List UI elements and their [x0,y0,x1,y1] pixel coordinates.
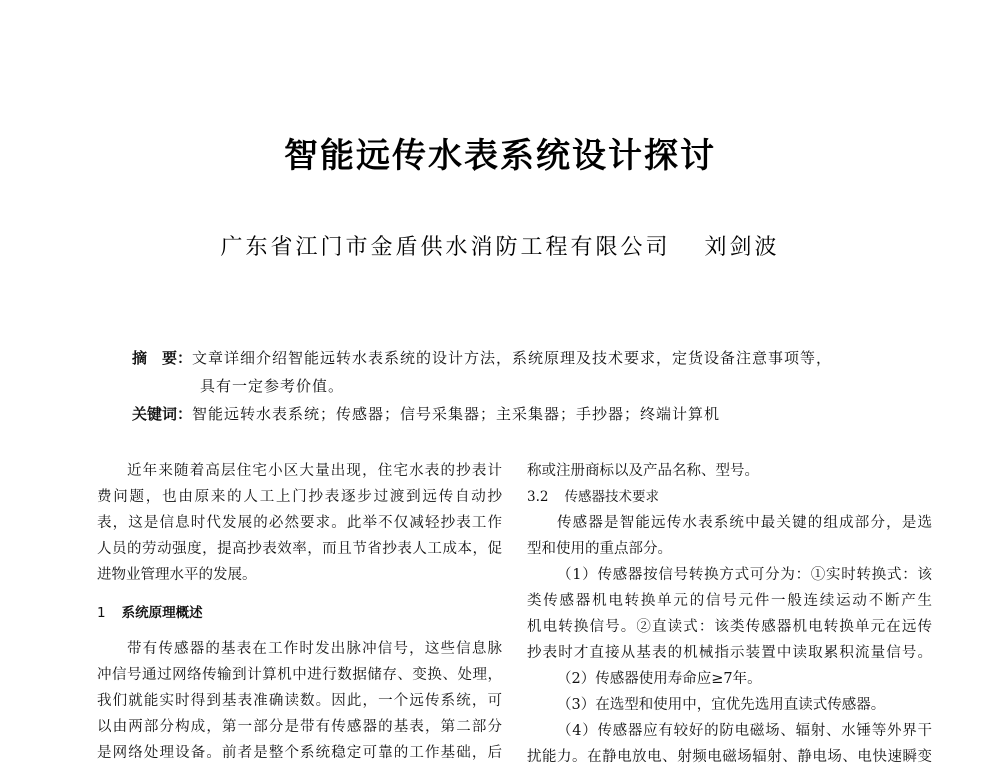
section-title: 系统原理概述 [121,605,203,621]
text-line: 是网络处理设备。前者是整个系统稳定可靠的工作基础，后 [97,745,502,761]
section-title: 传感器技术要求 [564,489,659,505]
list-item-4: （4）传感器应有较好的防电磁场、辐射、水锤等外界干 [557,723,932,739]
text-line: 表，这是信息时代发展的必然要求。此举不仅减轻抄表工作 [97,515,502,531]
abstract-block [132,344,900,428]
text-line: 传感器是智能远传水表系统中最关键的组成部分，是选 [557,515,932,531]
body-column-right [527,458,932,770]
affiliation: 广东省江门市金盾供水消防工程有限公司 [220,235,671,260]
section-number: 3.2 [527,489,549,505]
text-line: 冲信号通过网络传输到计算机中进行数据储存、变换、处理， [97,667,502,683]
list-item-2: （2）传感器使用寿命应≥7年。 [557,671,762,687]
text-line: 进物业管理水平的发展。 [97,567,257,583]
keywords-label: 关键词： [132,405,193,423]
byline [0,230,1000,261]
text-line: 机电转换信号。②直读式：该类传感器机电转换单元在远传 [527,619,932,635]
section-heading-1 [97,600,502,626]
text-line: 带有传感器的基表在工作时发出脉冲信号，这些信息脉 [127,641,502,657]
paper-title: 智能远传水表系统设计探讨 [284,136,716,176]
text-line: 称或注册商标以及产品名称、型号。 [527,463,759,479]
keywords-text: 智能远转水表系统；传感器；信号采集器；主采集器；手抄器；终端计算机 [192,405,721,423]
text-line: 费问题，也由原来的人工上门抄表逐步过渡到远传自动抄 [97,489,502,505]
text-line: 近年来随着高层住宅小区大量出现，住宅水表的抄表计 [127,463,502,479]
author-name: 刘剑波 [704,235,780,260]
abstract-label: 摘 要： [132,349,193,367]
section-heading-3-2 [527,484,932,510]
list-item-1: （1）传感器按信号转换方式可分为：①实时转换式：该 [557,567,932,583]
text-line: 扰能力。在静电放电、射频电磁场辐射、静电场、电快速瞬变 [527,749,932,765]
list-item-3: （3）在选型和使用中，宜优先选用直读式传感器。 [557,697,886,713]
text-line: 我们就能实时得到基表准确读数。因此，一个远传系统，可 [97,693,502,709]
text-line: 类传感器机电转换单元的信号元件一般连续运动不断产生 [527,593,932,609]
text-line: 抄表时才直接从基表的机械指示装置中读取累积流量信号。 [527,645,932,661]
text-line: 人员的劳动强度，提高抄表效率，而且节省抄表人工成本，促 [97,541,502,557]
text-line: 型和使用的重点部分。 [527,541,672,557]
abstract-text-line2: 具有一定参考价值。 [200,377,345,395]
abstract-text-line1: 文章详细介绍智能远转水表系统的设计方法，系统原理及技术要求，定货设备注意事项等， [192,349,833,367]
section-number: 1 [97,605,106,621]
body-column-left [97,458,502,766]
text-line: 以由两部分构成，第一部分是带有传感器的基表，第二部分 [97,719,502,735]
